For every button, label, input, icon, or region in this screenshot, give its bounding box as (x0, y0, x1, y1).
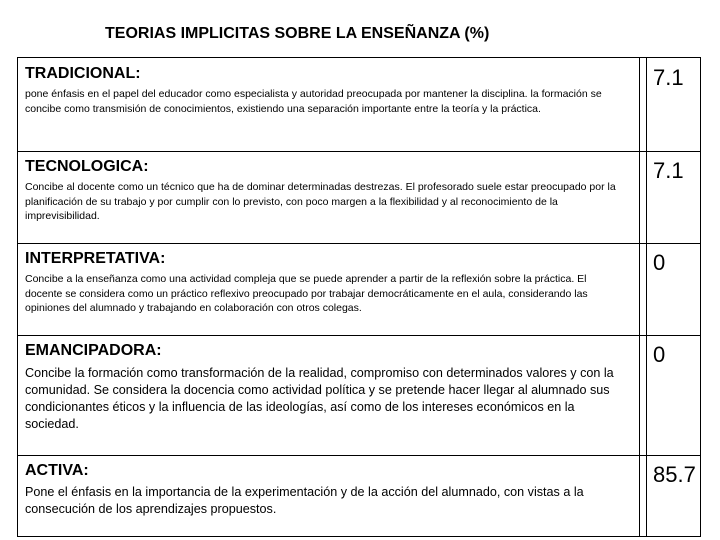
percentage-value: 0 (653, 250, 666, 275)
percentage-value: 7.1 (653, 158, 684, 183)
value-cell (646, 336, 700, 455)
table-row-tradicional (18, 58, 700, 151)
percentage-value: 0 (653, 342, 666, 367)
table-row-tecnologica (18, 151, 700, 243)
category-description: Pone el énfasis en la importancia de la experimentación y de la acción del alumnado, con vistas a la consecución de los aprendizajes propuestos. (25, 485, 584, 516)
percentage-value: 7.1 (653, 65, 684, 90)
category-description: Concibe al docente como un técnico que ha de dominar determinadas destrezas. El profesorado suele estar preocupado por la planificación de su trabajo y por cumplir con lo previsto, con poco margen a la flexibilidad y al reconocimiento de la imprevisibilidad. (25, 181, 616, 222)
description-cell (18, 152, 640, 243)
category-name: TECNOLOGICA: (25, 158, 149, 175)
value-cell (646, 152, 700, 243)
table-row-emancipadora (18, 335, 700, 455)
category-name: EMANCIPADORA: (25, 342, 162, 359)
description-cell (18, 336, 640, 455)
category-description: pone énfasis en el papel del educador como especialista y autoridad preocupada por mantener la disciplina. la formación se concibe como transmisión de conocimientos, existiendo una separación importante entre la teoría y la práctica. (25, 88, 602, 115)
description-cell (18, 456, 640, 536)
value-cell (646, 456, 700, 536)
category-name: INTERPRETATIVA: (25, 250, 166, 267)
description-cell (18, 58, 640, 151)
category-name: ACTIVA: (25, 462, 89, 479)
category-name: TRADICIONAL: (25, 65, 141, 82)
category-description: Concibe a la enseñanza como una actividad compleja que se puede aprender a partir de la reflexión sobre la práctica. El docente se considera como un práctico reflexivo preocupado por trabajar democráticamente en el aula, considerando las opiniones del alumnado y trabajando en colaboración con otros colegas. (25, 273, 588, 314)
category-description: Concibe la formación como transformación de la realidad, compromiso con determinados valores y con la comunidad. Se considera la docencia como actividad política y se pretende hacer llegar al alumnado sus condicionantes éticos y la influencia de las ideologías, así como de los intereses económicos en la sociedad. (25, 366, 614, 431)
table-row-activa (18, 455, 700, 536)
percentage-value: 85.7 (653, 462, 696, 487)
table-row-interpretativa (18, 243, 700, 335)
theories-table (17, 57, 701, 537)
page-title: TEORIAS IMPLICITAS SOBRE LA ENSEÑANZA (%) (105, 25, 490, 42)
value-cell (646, 58, 700, 151)
description-cell (18, 244, 640, 335)
value-cell (646, 244, 700, 335)
